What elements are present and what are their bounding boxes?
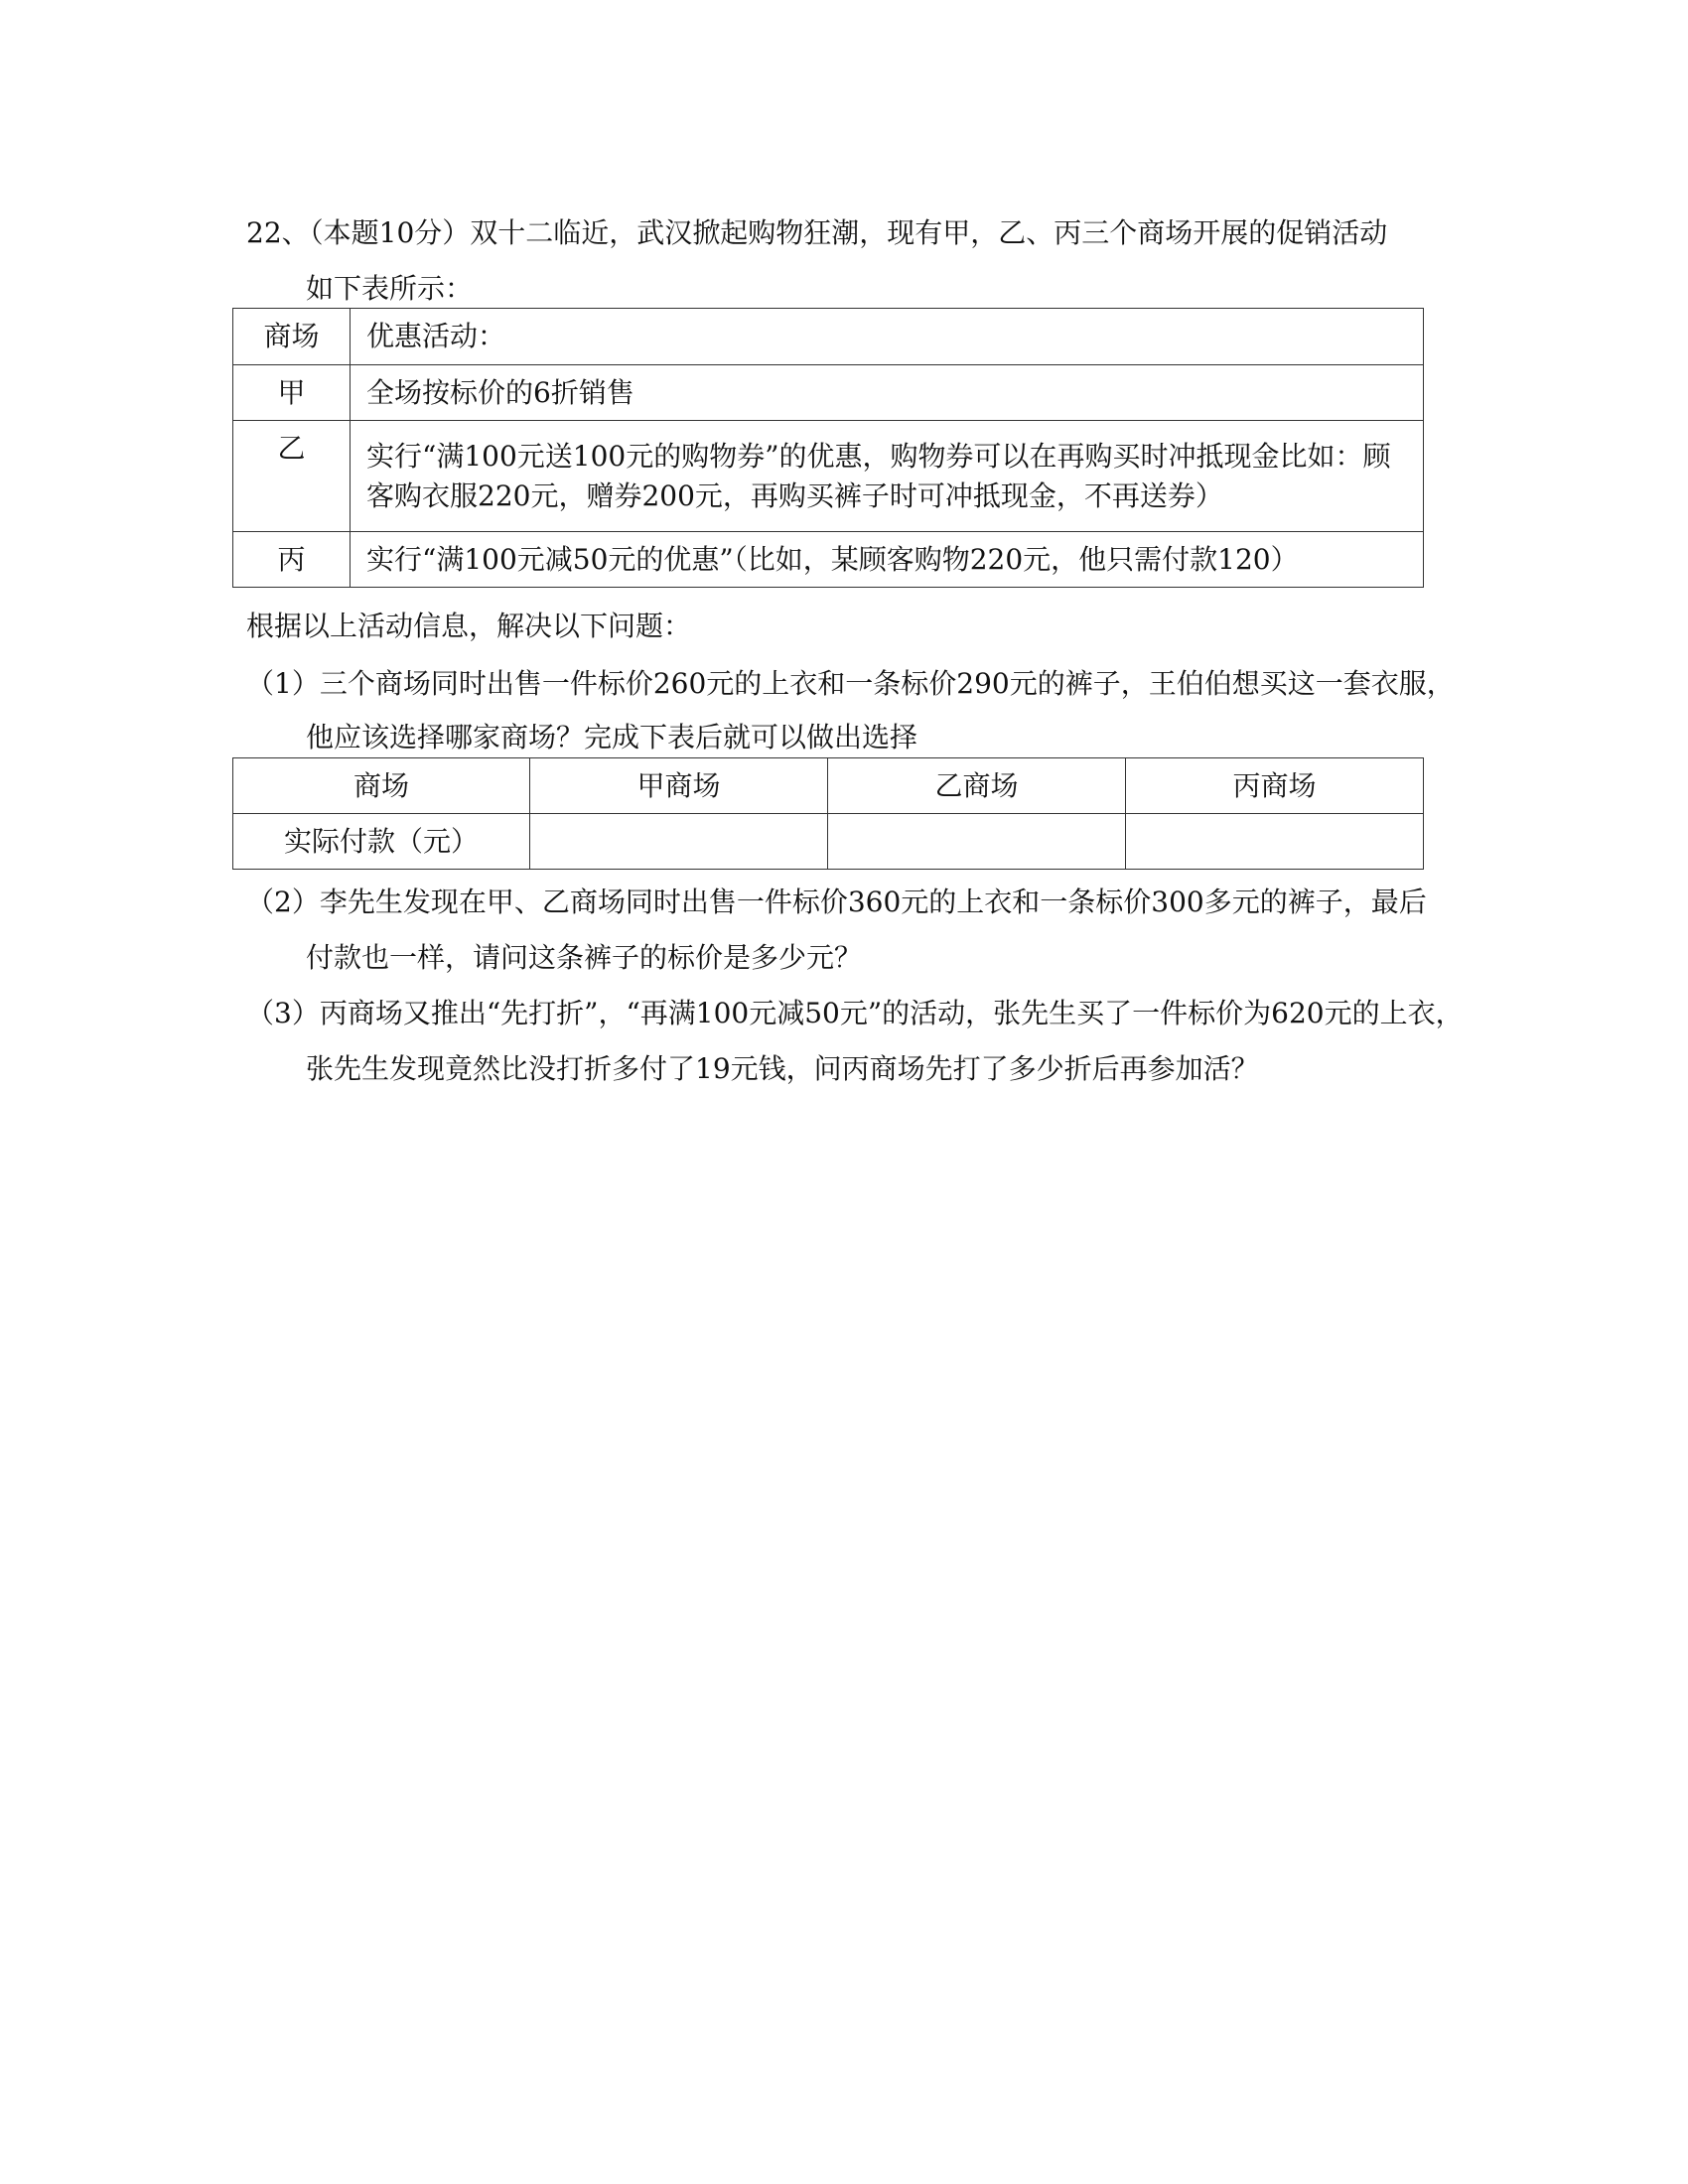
promo-activity-jia: 全场按标价的6折销售	[351, 365, 1424, 421]
answer-cell-bing	[1126, 814, 1424, 870]
promo-row-yi	[233, 421, 1424, 532]
part1-line1: （1）三个商场同时出售一件标价260元的上衣和一条标价290元的裤子，王伯伯想买这一套衣服，	[246, 667, 1455, 700]
promo-header-store: 商场	[233, 309, 351, 365]
answer-cell-jia	[530, 814, 828, 870]
part2-line1: （2）李先生发现在甲、乙商场同时出售一件标价360元的上衣和一条标价300多元的裤子，最后	[246, 886, 1427, 918]
part3-line1: （3）丙商场又推出“先打折”，“再满100元减50元”的活动，张先生买了一件标价为620元的上衣，	[246, 997, 1464, 1029]
part1-line2: 他应该选择哪家商场？完成下表后就可以做出选择	[306, 721, 918, 753]
answer-table-header-row	[233, 758, 1424, 814]
promo-header-activity: 优惠活动：	[351, 309, 1424, 365]
answer-table-payment-row	[233, 814, 1424, 870]
answer-header-bing: 丙商场	[1126, 758, 1424, 814]
promo-activity-yi-line2: 客购衣服220元，赠券200元，再购买裤子时可冲抵现金，不再送券）	[366, 478, 1223, 512]
question-intro-line1: 22、（本题10分）双十二临近，武汉掀起购物狂潮，现有甲，乙、丙三个商场开展的促销活动	[246, 216, 1388, 249]
promo-table	[232, 308, 1424, 588]
lead-in-text: 根据以上活动信息，解决以下问题：	[246, 610, 692, 642]
promo-activity-yi	[351, 421, 1424, 532]
promo-row-bing	[233, 532, 1424, 588]
promo-activity-bing: 实行“满100元减50元的优惠”（比如，某顾客购物220元，他只需付款120）	[351, 532, 1424, 588]
part3-line2: 张先生发现竟然比没打折多付了19元钱，问丙商场先打了多少折后再参加活？	[306, 1052, 1259, 1085]
question-intro-line2: 如下表所示：	[306, 272, 474, 305]
promo-store-bing: 丙	[233, 532, 351, 588]
promo-store-jia: 甲	[233, 365, 351, 421]
answer-table	[232, 757, 1424, 870]
part2-line2: 付款也一样，请问这条裤子的标价是多少元？	[306, 941, 863, 974]
promo-table-header-row	[233, 309, 1424, 365]
answer-cell-yi	[828, 814, 1126, 870]
promo-store-yi: 乙	[233, 421, 351, 532]
answer-header-yi: 乙商场	[828, 758, 1126, 814]
answer-row-label: 实际付款（元）	[233, 814, 530, 870]
answer-header-jia: 甲商场	[530, 758, 828, 814]
answer-header-store: 商场	[233, 758, 530, 814]
promo-row-jia	[233, 365, 1424, 421]
promo-activity-yi-line1: 实行“满100元送100元的购物券”的优惠，购物券可以在再购买时冲抵现金比如：顾	[366, 439, 1391, 473]
